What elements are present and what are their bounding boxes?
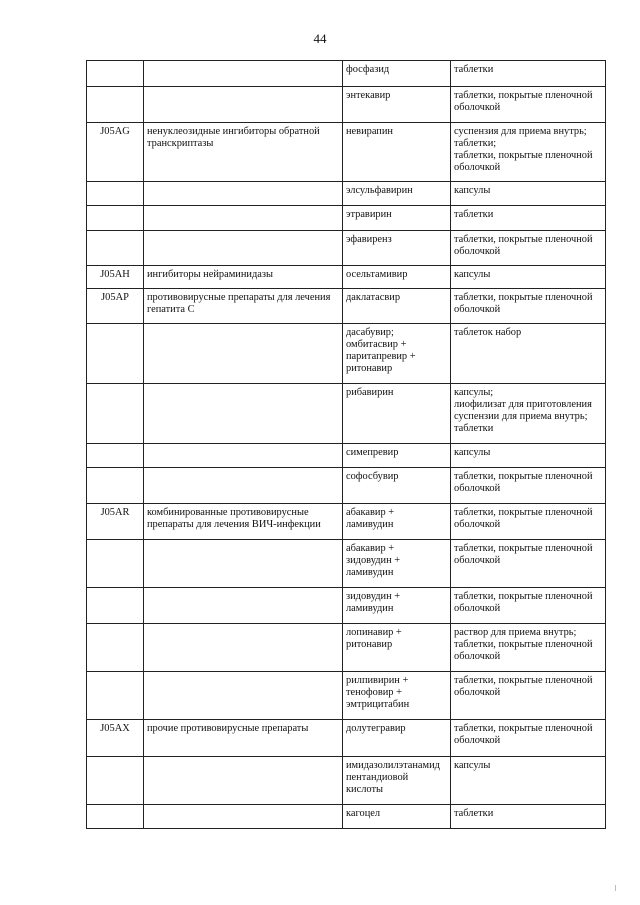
dosage-form-cell: таблетки, покрытые пленочной оболочкой bbox=[451, 87, 606, 123]
atc-code-cell bbox=[87, 182, 144, 206]
drug-name-cell: рибавирин bbox=[343, 384, 451, 444]
group-name-cell bbox=[144, 805, 343, 829]
group-name-cell: противовирусные препараты для лечения гепатита С bbox=[144, 289, 343, 324]
drug-name-cell: зидовудин + ламивудин bbox=[343, 588, 451, 624]
table-row bbox=[87, 624, 606, 672]
drug-name-cell: осельтамивир bbox=[343, 266, 451, 289]
table-row bbox=[87, 289, 606, 324]
group-name-cell: прочие противовирусные препараты bbox=[144, 720, 343, 757]
group-name-cell: комбинированные противовирусные препараты для лечения ВИЧ-инфекции bbox=[144, 504, 343, 540]
table-row bbox=[87, 87, 606, 123]
group-name-cell bbox=[144, 468, 343, 504]
drug-name-cell: абакавир + зидовудин + ламивудин bbox=[343, 540, 451, 588]
dosage-form-cell: таблетки, покрытые пленочной оболочкой bbox=[451, 468, 606, 504]
dosage-form-cell: таблетки, покрытые пленочной оболочкой bbox=[451, 540, 606, 588]
atc-code-cell bbox=[87, 384, 144, 444]
drug-name-cell: кагоцел bbox=[343, 805, 451, 829]
drug-name-cell: долутегравир bbox=[343, 720, 451, 757]
group-name-cell bbox=[144, 231, 343, 266]
drug-name-cell: рилпивирин + тенофовир + эмтрицитабин bbox=[343, 672, 451, 720]
table-row bbox=[87, 540, 606, 588]
atc-code-cell bbox=[87, 805, 144, 829]
dosage-form-cell: раствор для приема внутрь; таблетки, покрытые пленочной оболочкой bbox=[451, 624, 606, 672]
dosage-form-cell: суспензия для приема внутрь; таблетки; таблетки, покрытые пленочной оболочкой bbox=[451, 123, 606, 182]
table-row bbox=[87, 324, 606, 384]
dosage-form-cell: таблетки, покрытые пленочной оболочкой bbox=[451, 672, 606, 720]
dosage-form-cell: капсулы; лиофилизат для приготовления суспензии для приема внутрь; таблетки bbox=[451, 384, 606, 444]
atc-code-cell bbox=[87, 87, 144, 123]
group-name-cell bbox=[144, 757, 343, 805]
group-name-cell bbox=[144, 384, 343, 444]
drug-name-cell: энтекавир bbox=[343, 87, 451, 123]
page-number: 44 bbox=[313, 31, 327, 46]
group-name-cell bbox=[144, 540, 343, 588]
dosage-form-cell: таблетки, покрытые пленочной оболочкой bbox=[451, 231, 606, 266]
table-row bbox=[87, 468, 606, 504]
atc-code-cell: J05AP bbox=[87, 289, 144, 324]
dosage-form-cell: капсулы bbox=[451, 182, 606, 206]
dosage-form-cell: таблетки, покрытые пленочной оболочкой bbox=[451, 289, 606, 324]
atc-code-cell: J05AR bbox=[87, 504, 144, 540]
group-name-cell bbox=[144, 588, 343, 624]
group-name-cell bbox=[144, 182, 343, 206]
table-row bbox=[87, 266, 606, 289]
dosage-form-cell: таблеток набор bbox=[451, 324, 606, 384]
group-name-cell: ингибиторы нейраминидазы bbox=[144, 266, 343, 289]
table-row bbox=[87, 123, 606, 182]
dosage-form-cell: капсулы bbox=[451, 266, 606, 289]
group-name-cell bbox=[144, 61, 343, 87]
group-name-cell bbox=[144, 87, 343, 123]
atc-code-cell: J05AH bbox=[87, 266, 144, 289]
table-row bbox=[87, 206, 606, 231]
atc-code-cell bbox=[87, 324, 144, 384]
table-row bbox=[87, 231, 606, 266]
atc-code-cell bbox=[87, 444, 144, 468]
drug-name-cell: лопинавир + ритонавир bbox=[343, 624, 451, 672]
atc-code-cell bbox=[87, 468, 144, 504]
drug-name-cell: эфавиренз bbox=[343, 231, 451, 266]
dosage-form-cell: капсулы bbox=[451, 444, 606, 468]
atc-code-cell: J05AX bbox=[87, 720, 144, 757]
group-name-cell bbox=[144, 324, 343, 384]
table-row bbox=[87, 444, 606, 468]
table-row bbox=[87, 504, 606, 540]
atc-code-cell bbox=[87, 588, 144, 624]
table-row bbox=[87, 182, 606, 206]
drug-name-cell: этравирин bbox=[343, 206, 451, 231]
drug-name-cell: невирапин bbox=[343, 123, 451, 182]
dosage-form-cell: таблетки, покрытые пленочной оболочкой bbox=[451, 504, 606, 540]
dosage-form-cell: таблетки, покрытые пленочной оболочкой bbox=[451, 588, 606, 624]
dosage-form-cell: таблетки bbox=[451, 805, 606, 829]
group-name-cell bbox=[144, 206, 343, 231]
drug-name-cell: фосфазид bbox=[343, 61, 451, 87]
drug-name-cell: софосбувир bbox=[343, 468, 451, 504]
table-row bbox=[87, 805, 606, 829]
group-name-cell bbox=[144, 672, 343, 720]
drug-name-cell: имидазолилэтанамид пентандиовой кислоты bbox=[343, 757, 451, 805]
dosage-form-cell: таблетки, покрытые пленочной оболочкой bbox=[451, 720, 606, 757]
table-row bbox=[87, 720, 606, 757]
atc-code-cell bbox=[87, 624, 144, 672]
dosage-form-cell: таблетки bbox=[451, 206, 606, 231]
table-row bbox=[87, 384, 606, 444]
drug-name-cell: абакавир + ламивудин bbox=[343, 504, 451, 540]
drug-name-cell: даклатасвир bbox=[343, 289, 451, 324]
dosage-form-cell: таблетки bbox=[451, 61, 606, 87]
table-row bbox=[87, 588, 606, 624]
table-row bbox=[87, 757, 606, 805]
margin-mark bbox=[615, 885, 616, 891]
table-row bbox=[87, 672, 606, 720]
drug-name-cell: симепревир bbox=[343, 444, 451, 468]
medication-table bbox=[86, 60, 606, 829]
atc-code-cell bbox=[87, 672, 144, 720]
drug-name-cell: дасабувир; омбитасвир + паритапревир + ритонавир bbox=[343, 324, 451, 384]
group-name-cell bbox=[144, 444, 343, 468]
atc-code-cell bbox=[87, 231, 144, 266]
dosage-form-cell: капсулы bbox=[451, 757, 606, 805]
group-name-cell: ненуклеозидные ингибиторы обратной транскриптазы bbox=[144, 123, 343, 182]
atc-code-cell bbox=[87, 757, 144, 805]
drug-name-cell: элсульфавирин bbox=[343, 182, 451, 206]
atc-code-cell bbox=[87, 206, 144, 231]
table-row bbox=[87, 61, 606, 87]
group-name-cell bbox=[144, 624, 343, 672]
atc-code-cell bbox=[87, 61, 144, 87]
atc-code-cell bbox=[87, 540, 144, 588]
atc-code-cell: J05AG bbox=[87, 123, 144, 182]
